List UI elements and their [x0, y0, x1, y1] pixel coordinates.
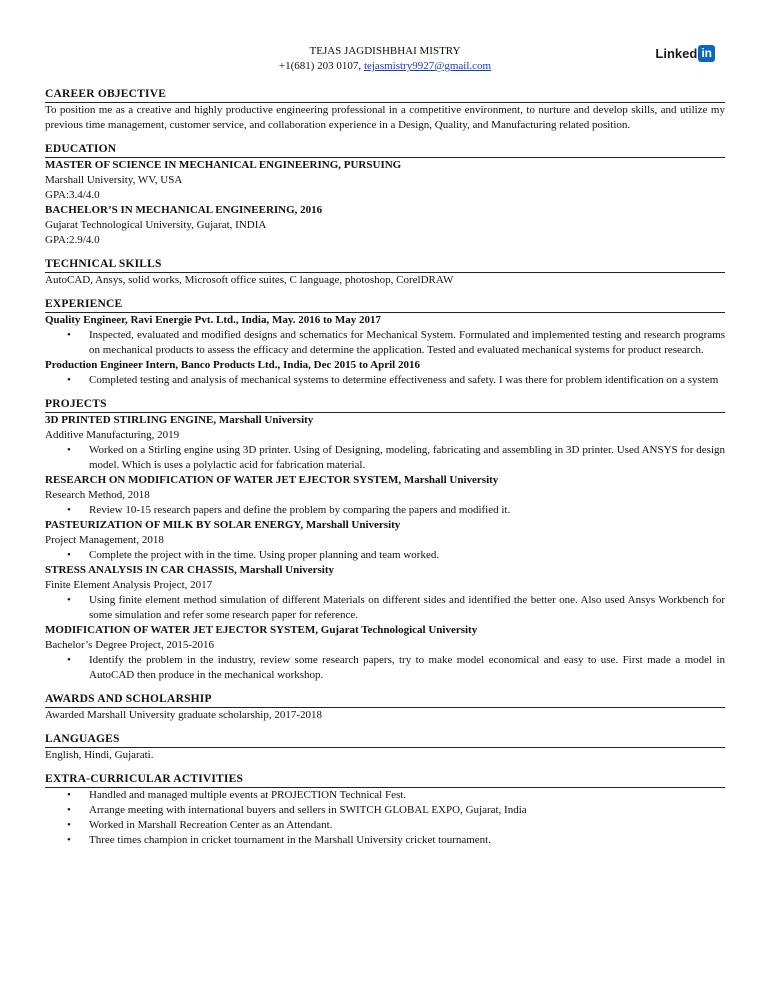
section-title: CAREER OBJECTIVE: [45, 87, 725, 103]
project-bullets: [45, 503, 725, 518]
career-objective-section: [45, 87, 725, 133]
contact-line: [279, 60, 491, 72]
school-name: Gujarat Technological University, Gujarat, INDIA: [45, 219, 267, 231]
projects-section: [45, 397, 725, 683]
bullet-text: Complete the project with in the time. Using proper planning and team worked.: [89, 549, 440, 561]
linkedin-in-badge: in: [698, 45, 715, 62]
project-course: Research Method, 2018: [45, 489, 150, 501]
resume-header: [45, 44, 725, 78]
list-item: [45, 788, 725, 803]
education-entry: [45, 158, 725, 203]
bullet-text: Identify the problem in the industry, review some research papers, try to make model economical and easy to use. First made a model in AutoCAD then produce in the mechanical workshop.: [89, 654, 725, 681]
section-title: AWARDS AND SCHOLARSHIP: [45, 692, 725, 708]
email-link[interactable]: tejasmistry9927@gmail.com: [363, 60, 492, 72]
list-item: [45, 593, 725, 623]
project-bullets: [45, 548, 725, 563]
bullet-icon: •: [67, 374, 71, 386]
list-item: [45, 443, 725, 473]
project-course: Project Management, 2018: [45, 534, 164, 546]
school-name: Marshall University, WV, USA: [45, 174, 183, 186]
job-bullets: [45, 373, 725, 388]
section-title: TECHNICAL SKILLS: [45, 257, 725, 273]
list-item: [45, 833, 725, 848]
bullet-icon: •: [67, 804, 71, 816]
gpa: GPA:2.9/4.0: [45, 234, 100, 246]
bullet-icon: •: [67, 654, 71, 666]
bullet-text: Handled and managed multiple events at PROJECTION Technical Fest.: [89, 789, 407, 801]
degree-title: BACHELOR’S IN MECHANICAL ENGINEERING, 2016: [45, 204, 323, 216]
bullet-text: Review 10-15 research papers and define the problem by comparing the papers and modified it.: [89, 504, 511, 516]
bullet-icon: •: [67, 834, 71, 846]
bullet-text: Three times champion in cricket tournament in the Marshall University cricket tournament.: [89, 834, 491, 846]
awards-section: [45, 692, 725, 723]
project-title: MODIFICATION OF WATER JET EJECTOR SYSTEM, Gujarat Technological University: [45, 624, 478, 636]
bullet-text: Worked on a Stirling engine using 3D printer. Using of Designing, modeling, fabricating and assembling in 3D printer. Used ANSYS for design model. Which is uses a polylactic acid for fabrication material.: [89, 444, 725, 471]
bullet-text: Using finite element method simulation of different Materials on different sides and identified the better one. Also used Ansys Workbench for some simulation and refer some research paper for reference.: [89, 594, 725, 621]
list-item: [45, 803, 725, 818]
languages-section: [45, 732, 725, 763]
list-item: [45, 653, 725, 683]
job-title: Production Engineer Intern, Banco Products Ltd., India, Dec 2015 to April 2016: [45, 359, 420, 371]
project-course: Finite Element Analysis Project, 2017: [45, 579, 213, 591]
list-item: [45, 328, 725, 358]
list-item: [45, 373, 725, 388]
project-title: RESEARCH ON MODIFICATION OF WATER JET EJECTOR SYSTEM, Marshall University: [45, 474, 499, 486]
bullet-text: Worked in Marshall Recreation Center as an Attendant.: [89, 819, 333, 831]
bullet-text: Arrange meeting with international buyers and sellers in SWITCH GLOBAL EXPO, Gujarat, India: [89, 804, 527, 816]
phone-number: +1(681) 203 0107,: [278, 60, 362, 72]
bullet-text: Inspected, evaluated and modified designs and schematics for Mechanical System. Formulated and implemented testing and research programs on mechanical products to assess the efficacy and determine the application. Tested and evaluated mechanical systems for product research.: [89, 329, 725, 356]
activities-section: [45, 772, 725, 848]
technical-skills-section: [45, 257, 725, 288]
bullet-icon: •: [67, 594, 71, 606]
project-bullets: [45, 593, 725, 623]
bullet-icon: •: [67, 444, 71, 456]
education-section: [45, 142, 725, 248]
list-item: [45, 503, 725, 518]
project-title: PASTEURIZATION OF MILK BY SOLAR ENERGY, Marshall University: [45, 519, 401, 531]
bullet-icon: •: [67, 819, 71, 831]
resume-page: [45, 44, 725, 848]
activities-bullets: [45, 788, 725, 848]
section-title: EXPERIENCE: [45, 297, 725, 313]
project-title: STRESS ANALYSIS IN CAR CHASSIS, Marshall University: [45, 564, 335, 576]
gpa: GPA:3.4/4.0: [45, 189, 100, 201]
bullet-icon: •: [67, 329, 71, 341]
bullet-icon: •: [67, 504, 71, 516]
section-title: EXTRA-CURRICULAR ACTIVITIES: [45, 772, 725, 788]
awards-text: Awarded Marshall University graduate scholarship, 2017-2018: [45, 709, 322, 721]
job-bullets: [45, 328, 725, 358]
career-objective-text: To position me as a creative and highly productive engineering professional in a competitive environment, to nurture and develop skills, and utilize my previous time management, customer service, and collaboration experience in a Design, Quality, and Manufacturing related position.: [45, 104, 725, 131]
linkedin-word: Linked: [655, 46, 698, 61]
list-item: [45, 548, 725, 563]
list-item: [45, 818, 725, 833]
project-course: Additive Manufacturing, 2019: [45, 429, 180, 441]
bullet-text: Completed testing and analysis of mechanical systems to determine effectiveness and safety. I was there for problem identification on a system: [89, 374, 719, 386]
experience-section: [45, 297, 725, 388]
skills-text: AutoCAD, Ansys, solid works, Microsoft office suites, C language, photoshop, CorelDRAW: [45, 274, 454, 286]
degree-title: MASTER OF SCIENCE IN MECHANICAL ENGINEERING, PURSUING: [45, 159, 402, 171]
section-title: PROJECTS: [45, 397, 725, 413]
project-course: Bachelor’s Degree Project, 2015-2016: [45, 639, 215, 651]
project-bullets: [45, 443, 725, 473]
linkedin-icon[interactable]: [655, 45, 715, 62]
candidate-name: TEJAS JAGDISHBHAI MISTRY: [309, 45, 461, 57]
bullet-icon: •: [67, 549, 71, 561]
job-title: Quality Engineer, Ravi Energie Pvt. Ltd., India, May. 2016 to May 2017: [45, 314, 382, 326]
bullet-icon: •: [67, 789, 71, 801]
section-title: EDUCATION: [45, 142, 725, 158]
project-title: 3D PRINTED STIRLING ENGINE, Marshall University: [45, 414, 314, 426]
section-title: LANGUAGES: [45, 732, 725, 748]
languages-text: English, Hindi, Gujarati.: [45, 749, 154, 761]
project-bullets: [45, 653, 725, 683]
education-entry: [45, 203, 725, 248]
